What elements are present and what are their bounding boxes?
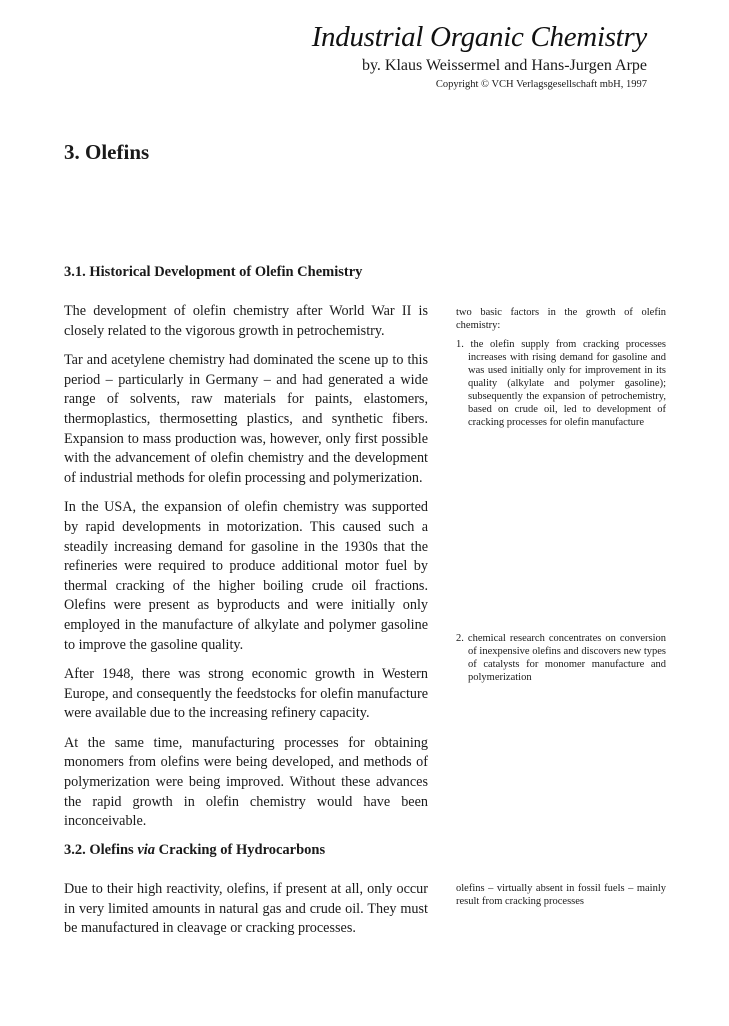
margin-note-list [456, 632, 666, 684]
section-3-2-body [64, 880, 428, 949]
section-3-2-heading [64, 842, 325, 859]
margin-note-intro: two basic factors in the growth of olefin chemistry: [456, 307, 666, 331]
chapter-title: 3. Olefins [64, 140, 150, 164]
body-paragraph: The development of olefin chemistry after World War II is closely related to the vigorous growth in petrochemistry. [64, 303, 428, 339]
body-paragraph: After 1948, there was strong economic growth in Western Europe, and consequently the feedstocks for olefin manufacture were available due to the increasing refinery capacity. [64, 666, 428, 722]
body-paragraph: Tar and acetylene chemistry had dominated the scene up to this period – particularly in Germany – and had generated a wide range of solvents, raw materials for paints, elastomers, thermoplastics, thermosetting plastics, and synthetic fibers. Expansion to mass production was, however, only first possible with the advancement of olefin chemistry and the development of industrial methods for olefin processing and polymerization. [64, 352, 428, 486]
margin-note-cracking [456, 882, 666, 908]
section-3-1-heading: 3.1. Historical Development of Olefin Chemistry [64, 264, 363, 280]
book-title: Industrial Organic Chemistry [311, 21, 647, 53]
margin-note-item: 2. chemical research concentrates on conversion of inexpensive olefins and discovers new types of catalysts for monomer manufacture and polymerization [456, 633, 666, 683]
margin-note-research [456, 626, 666, 684]
page-header [312, 22, 647, 91]
body-paragraph: In the USA, the expansion of olefin chemistry was supported by rapid developments in motorization. This caused such a steadily increasing demand for gasoline in the 1930s that the refineries were required to produce additional motor fuel by thermal cracking of the higher boiling crude oil fractions. Olefins were present as byproducts and were initially only employed in the manufacture of alkylate and polymer gasoline to improve the gasoline quality. [64, 499, 428, 653]
body-paragraph: At the same time, manufacturing processes for obtaining monomers from olefins were being developed, and methods of polymerization were being improved. Without these advances the rapid growth in olefin chemistry would have been inconceivable. [64, 734, 428, 830]
heading-italic: via [137, 842, 156, 858]
margin-note-item: 1. the olefin supply from cracking processes increases with rising demand for gasoline and was used initially only for improvement in its quality (alkylate and polymer gasoline); subsequently the expansion of petrochemistry, based on crude oil, led to development of cracking processes for olefin manufacture [456, 339, 666, 428]
body-paragraph: Due to their high reactivity, olefins, if present at all, only occur in very limited amounts in natural gas and crude oil. They must be manufactured in cleavage or cracking processes. [64, 881, 428, 937]
heading-prefix: 3.2. Olefins [64, 842, 138, 858]
section-3-1-body [64, 302, 428, 842]
margin-note-growth-factors [456, 306, 666, 429]
heading-suffix: Cracking of Hydrocarbons [155, 842, 326, 858]
copyright-notice: Copyright © VCH Verlagsgesellschaft mbH, 1997 [435, 79, 647, 91]
book-authors: by. Klaus Weissermel and Hans-Jurgen Arpe [361, 56, 647, 74]
margin-note-text: olefins – virtually absent in fossil fuels – mainly result from cracking processes [456, 883, 666, 907]
margin-note-list [456, 338, 666, 429]
